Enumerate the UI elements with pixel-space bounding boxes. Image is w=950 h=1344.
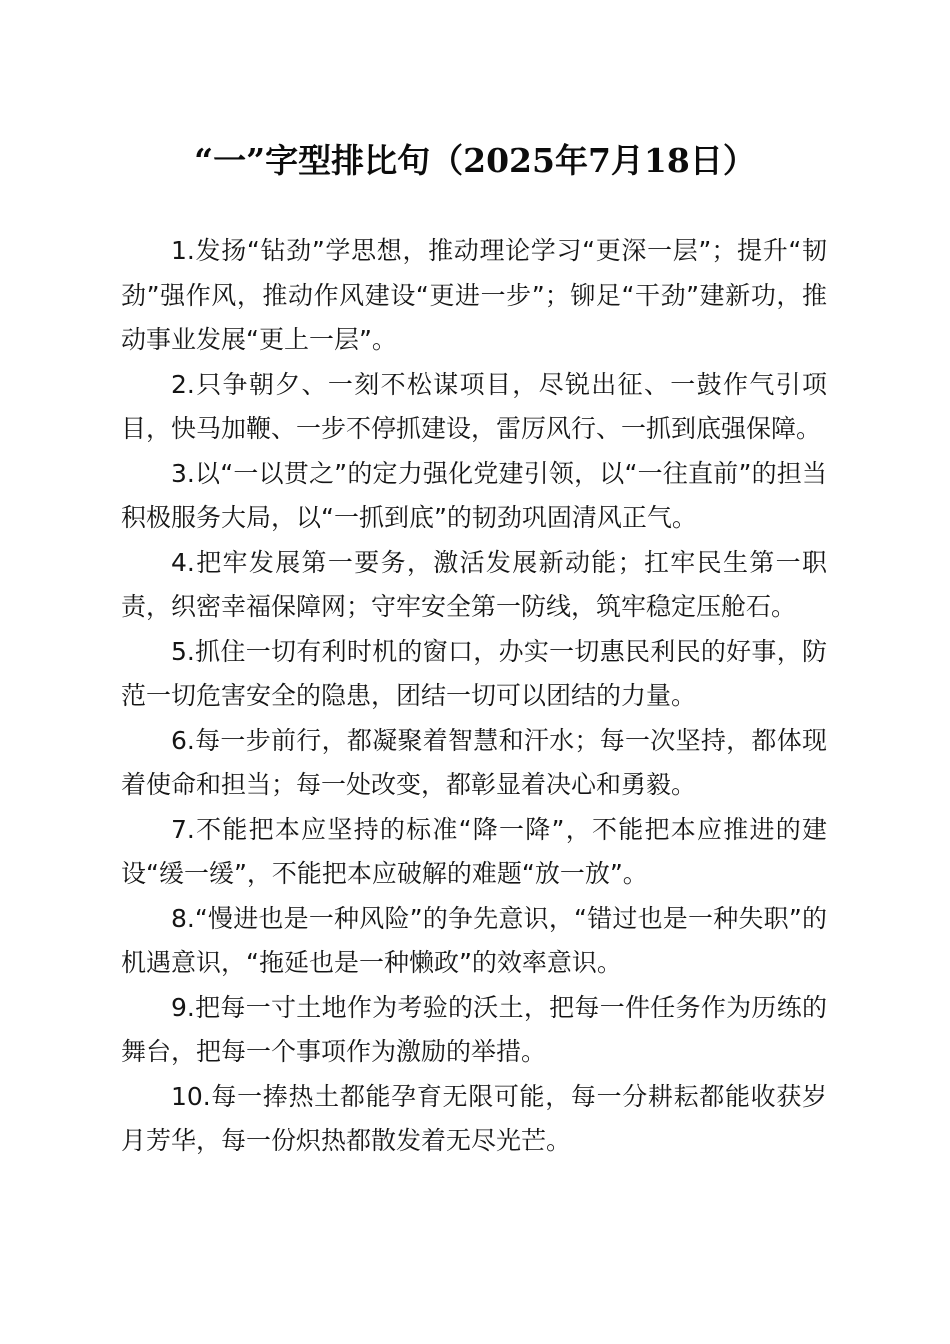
document-body	[121, 229, 827, 1164]
paragraph-9: 9.把每一寸土地作为考验的沃土，把每一件任务作为历练的舞台，把每一个事项作为激励的举措。	[121, 992, 827, 1066]
paragraph-3: 3.以“一以贯之”的定力强化党建引领，以“一往直前”的担当积极服务大局，以“一抓到底”的韧劲巩固清风正气。	[121, 458, 827, 532]
paragraph-4: 4.把牢发展第一要务，激活发展新动能；扛牢民生第一职责，织密幸福保障网；守牢安全第一防线，筑牢稳定压舱石。	[121, 547, 827, 621]
document-title: “一”字型排比句（2025年7月18日）	[194, 141, 756, 180]
paragraph-6: 6.每一步前行，都凝聚着智慧和汗水；每一次坚持，都体现着使命和担当；每一处改变，都彰显着决心和勇毅。	[121, 725, 827, 799]
paragraph-1: 1.发扬“钻劲”学思想，推动理论学习“更深一层”；提升“韧劲”强作风，推动作风建设“更进一步”；铆足“干劲”建新功，推动事业发展“更上一层”。	[121, 236, 827, 354]
paragraph-2: 2.只争朝夕、一刻不松谋项目，尽锐出征、一鼓作气引项目，快马加鞭、一步不停抓建设，雷厉风行、一抓到底强保障。	[121, 369, 827, 443]
paragraph-10: 10.每一捧热土都能孕育无限可能，每一分耕耘都能收获岁月芳华，每一份炽热都散发着无尽光芒。	[121, 1081, 827, 1155]
paragraph-5: 5.抓住一切有利时机的窗口，办实一切惠民利民的好事，防范一切危害安全的隐患，团结一切可以团结的力量。	[121, 636, 827, 710]
paragraph-7: 7.不能把本应坚持的标准“降一降”，不能把本应推进的建设“缓一缓”，不能把本应破解的难题“放一放”。	[121, 814, 827, 888]
paragraph-8: 8.“慢进也是一种风险”的争先意识，“错过也是一种失职”的机遇意识，“拖延也是一种懒政”的效率意识。	[121, 903, 827, 977]
